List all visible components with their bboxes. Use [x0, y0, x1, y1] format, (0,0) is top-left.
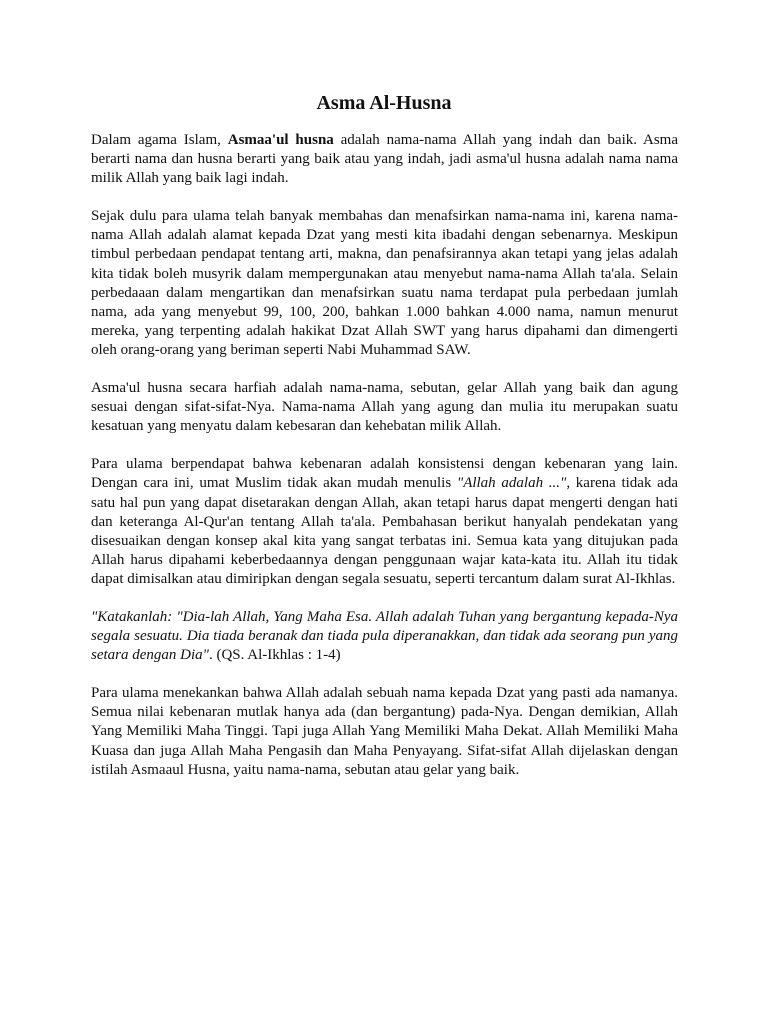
paragraph-intro	[91, 131, 678, 188]
paragraph-history: Sejak dulu para ulama telah banyak membahas dan menafsirkan nama-nama ini, karena nama-nama Allah adalah alamat kepada Dzat yang mesti kita ibadahi dengan sebenarnya. Meskipun timbul perbedaan pendapat tentang arti, makna, dan penafsirannya akan tetapi yang jelas adalah kita tidak boleh musyrik dalam mempergunakan atau menyebut nama-nama Allah ta'ala. Selain perbedaaan dalam mengartikan dan menafsirkan suatu nama terdapat pula perbedaan jumlah nama, ada yang menyebut 99, 100, 200, bahkan 1.000 bahkan 4.000 nama, namun menurut mereka, yang terpenting adalah hakikat Dzat Allah SWT yang harus dipahami dan dimengerti oleh orang-orang yang beriman seperti Nabi Muhammad SAW.	[91, 208, 678, 358]
inline-quote: "Allah adalah ..."	[456, 475, 567, 492]
document-title: Asma Al-Husna	[316, 92, 452, 114]
paragraph-consistency-text: Para ulama berpendapat bahwa kebenaran adalah konsistensi dengan kebenaran yang lain. Dengan cara ini, umat Muslim tidak akan mudah menulis	[91, 456, 678, 492]
paragraph-consistency	[91, 455, 678, 589]
document-body	[91, 131, 678, 799]
paragraph-definition: Asma'ul husna secara harfiah adalah nama-nama, sebutan, gelar Allah yang baik dan agung sesuai dengan sifat-sifat-Nya. Nama-nama Allah yang agung dan mulia itu merupakan suatu kesatuan yang menyatu dalam kebesaran dan kehebatan milik Allah.	[91, 380, 678, 435]
paragraph-conclusion: Para ulama menekankan bahwa Allah adalah sebuah nama kepada Dzat yang pasti ada namanya. Semua nilai kebenaran mutlak hanya ada (dan bergantung) pada-Nya. Dengan demikian, Allah Yang Memiliki Maha Tinggi. Tapi juga Allah Yang Memiliki Maha Dekat. Allah Memiliki Maha Kuasa dan juga Allah Maha Pengasih dan Maha Penyayang. Sifat-sifat Allah dijelaskan dengan istilah Asmaaul Husna, yaitu nama-nama, sebutan atau gelar yang baik.	[91, 685, 678, 778]
term-asmaaul-husna: Asmaa'ul husna	[227, 132, 334, 148]
paragraph-intro-rest: adalah nama-nama Allah yang indah dan baik. Asma berarti nama dan husna berarti yang baik atau yang indah, jadi asma'ul husna adalah nama nama milik Allah yang baik lagi indah.	[91, 132, 679, 187]
paragraph-intro-text: Dalam agama Islam,	[91, 132, 228, 148]
quote-citation: . (QS. Al-Ikhlas : 1-4)	[208, 647, 341, 664]
quote-text: "Katakanlah: "Dia-lah Allah, Yang Maha Esa. Allah adalah Tuhan yang bergantung kepada-Nya segala sesuatu. Dia tiada beranak dan tiada pula diperanakkan, dan tidak ada seorang pun yang setara dengan Dia"	[91, 608, 678, 664]
quran-quote	[91, 608, 678, 665]
paragraph-consistency-rest: , karena tidak ada satu hal pun yang dapat disetarakan dengan Allah, akan tetapi harus dapat mengerti dengan hati dan keteranga Al-Qur'an tentang Allah ta'ala. Pembahasan berikut hanyalah pendekatan yang disesuaikan dengan konsep akal kita yang sangat terbatas ini. Semua kata yang ditujukan pada Allah harus dipahami keberbedaannya dengan penggunaan wajar kata-kata itu. Allah itu tidak dapat dimisalkan atau dimiripkan dengan segala sesuatu, seperti tercantum dalam surat Al-Ikhlas.	[91, 475, 678, 587]
